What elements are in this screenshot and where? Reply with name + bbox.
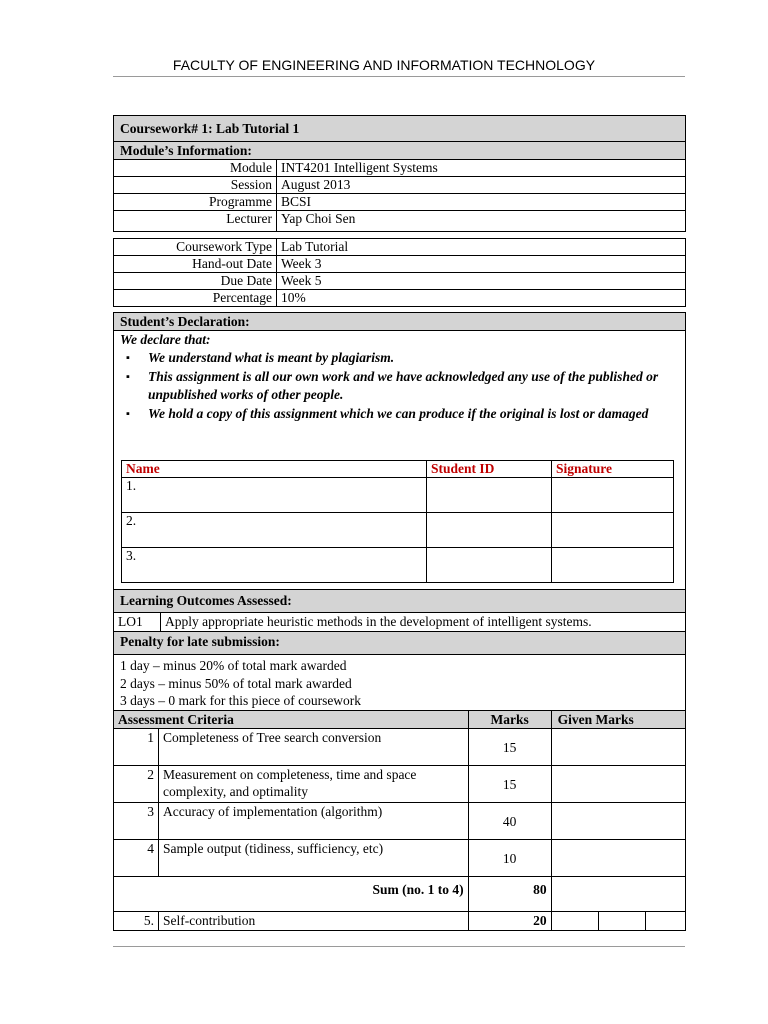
info-row (114, 211, 686, 232)
outcome-code: LO1 (114, 613, 161, 632)
sum-label: Sum (no. 1 to 4) (114, 877, 469, 912)
declaration-item: ▪ We understand what is meant by plagiarism. (148, 349, 685, 368)
declaration-intro: We declare that: (120, 332, 211, 347)
signature-cell[interactable] (552, 548, 674, 583)
signature-cell[interactable] (552, 513, 674, 548)
module-info-table (113, 159, 686, 232)
header-rule (113, 76, 685, 77)
info-value: INT4201 Intelligent Systems (277, 160, 686, 177)
declaration-body (114, 330, 685, 423)
criteria-table (113, 710, 686, 931)
student-id-cell[interactable] (427, 548, 552, 583)
signature-header-row (122, 461, 674, 478)
student-id-header: Student ID (427, 461, 552, 478)
info-value: August 2013 (277, 177, 686, 194)
criteria-row (114, 766, 686, 803)
name-cell[interactable]: 3. (122, 548, 427, 583)
info-value: Week 3 (277, 256, 686, 273)
footer-rule (113, 946, 685, 947)
name-cell[interactable]: 1. (122, 478, 427, 513)
criteria-number: 4 (114, 840, 159, 877)
given-marks-cell[interactable] (551, 729, 685, 766)
faculty-header: FACULTY OF ENGINEERING AND INFORMATION TECHNOLOGY (172, 57, 596, 73)
sum-value: 80 (468, 877, 551, 912)
info-value: Week 5 (277, 273, 686, 290)
info-label: Session (114, 177, 277, 194)
self-text: Self-contribution (159, 912, 469, 931)
info-label: Coursework Type (114, 239, 277, 256)
penalty-line: 1 day – minus 20% of total mark awarded (120, 658, 347, 673)
name-header: Name (122, 461, 427, 478)
info-row (114, 239, 686, 256)
info-row (114, 273, 686, 290)
penalty-body (113, 654, 686, 711)
criteria-number: 1 (114, 729, 159, 766)
given-marks-cell[interactable] (551, 766, 685, 803)
penalty-line: 2 days – minus 50% of total mark awarded (120, 675, 352, 691)
marks-header: Marks (468, 711, 551, 729)
given-marks-header: Given Marks (551, 711, 685, 729)
criteria-header: Assessment Criteria (114, 711, 469, 729)
signature-row (122, 513, 674, 548)
penalty-line: 3 days – 0 mark for this piece of coursework (120, 693, 362, 708)
signature-cell[interactable] (552, 478, 674, 513)
given-marks-cell[interactable] (551, 840, 685, 877)
criteria-text: Sample output (tidiness, sufficiency, etc) (159, 840, 469, 877)
coursework-title: Coursework# 1: Lab Tutorial 1 (113, 115, 686, 142)
info-label: Due Date (114, 273, 277, 290)
criteria-number: 2 (114, 766, 159, 803)
info-label: Percentage (114, 290, 277, 307)
criteria-text: Completeness of Tree search conversion (159, 729, 469, 766)
declaration-box (113, 330, 686, 590)
info-row (114, 160, 686, 177)
self-number: 5. (114, 912, 159, 931)
info-label: Programme (114, 194, 277, 211)
criteria-number: 3 (114, 803, 159, 840)
student-id-cell[interactable] (427, 513, 552, 548)
info-value: Lab Tutorial (277, 239, 686, 256)
given-self-cell-3[interactable] (645, 912, 685, 931)
info-row (114, 177, 686, 194)
declaration-item: ▪ This assignment is all our own work and we have acknowledged any use of the published or unpublished works of other people. (148, 368, 708, 405)
penalty-heading: Penalty for late submission: (113, 631, 686, 655)
outcomes-table (113, 612, 686, 632)
info-row (114, 290, 686, 307)
criteria-marks: 15 (468, 766, 551, 803)
info-row (114, 194, 686, 211)
signature-table (121, 460, 674, 583)
criteria-row (114, 803, 686, 840)
outcome-text: Apply appropriate heuristic methods in the development of intelligent systems. (161, 613, 686, 632)
given-self-cell-1[interactable] (551, 912, 598, 931)
criteria-row (114, 840, 686, 877)
name-cell[interactable]: 2. (122, 513, 427, 548)
info-label: Module (114, 160, 277, 177)
self-value: 20 (468, 912, 551, 931)
outcome-row (114, 613, 686, 632)
declaration-heading: Student’s Declaration: (113, 312, 686, 331)
declaration-list (120, 349, 685, 423)
signature-row (122, 478, 674, 513)
given-sum-cell[interactable] (551, 877, 685, 912)
info-label: Lecturer (114, 211, 277, 232)
given-marks-cell[interactable] (551, 803, 685, 840)
self-contribution-row (114, 912, 686, 931)
info-value: BCSI (277, 194, 686, 211)
given-self-cell-2[interactable] (598, 912, 645, 931)
sum-row (114, 877, 686, 912)
info-value: Yap Choi Sen (277, 211, 686, 232)
student-id-cell[interactable] (427, 478, 552, 513)
coursework-info-table (113, 238, 686, 307)
criteria-row (114, 729, 686, 766)
criteria-text: Accuracy of implementation (algorithm) (159, 803, 469, 840)
criteria-text: Measurement on completeness, time and space complexity, and optimality (159, 766, 469, 803)
info-value: 10% (277, 290, 686, 307)
criteria-marks: 10 (468, 840, 551, 877)
module-info-heading: Module’s Information: (113, 141, 686, 160)
signature-row (122, 548, 674, 583)
declaration-item: ▪ We hold a copy of this assignment which we can produce if the original is lost or damaged (148, 405, 668, 424)
info-row (114, 256, 686, 273)
criteria-marks: 15 (468, 729, 551, 766)
criteria-header-row (114, 711, 686, 729)
criteria-marks: 40 (468, 803, 551, 840)
signature-header: Signature (552, 461, 674, 478)
info-label: Hand-out Date (114, 256, 277, 273)
outcomes-heading: Learning Outcomes Assessed: (113, 589, 686, 613)
